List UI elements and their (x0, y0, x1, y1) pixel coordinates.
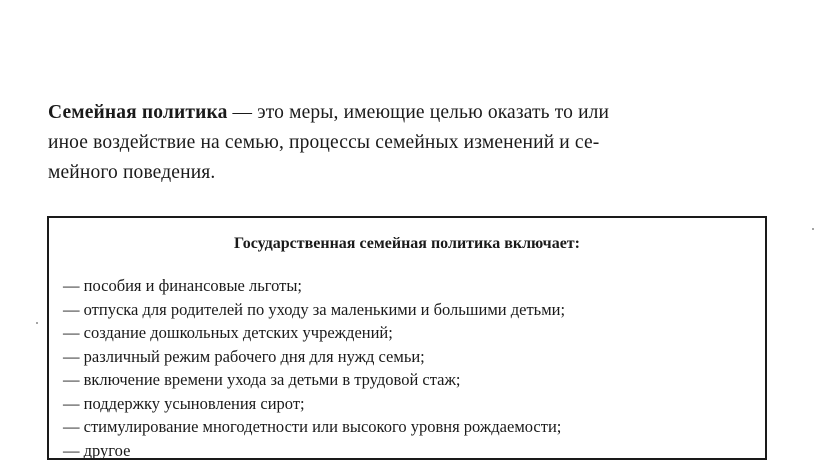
list-item: — создание дошкольных детских учреждений; (63, 323, 393, 342)
definition-line-2: иное воздействие на семью, процессы семейных изменений и се- (48, 132, 600, 153)
policy-box-title: Государственная семейная политика включает: (234, 235, 580, 252)
list-item: — различный режим рабочего дня для нужд семьи; (63, 346, 425, 366)
definition-line-3: мейного поведения. (48, 162, 216, 183)
scan-speck (812, 228, 814, 230)
definition-paragraph (48, 98, 776, 188)
scan-speck (36, 322, 38, 324)
list-item: — пособия и финансовые льготы; (63, 276, 303, 295)
definition-term: Семейная политика (48, 102, 228, 123)
list-item: — включение времени ухода за детьми в трудовой стаж; (63, 370, 461, 389)
list-item: — стимулирование многодетности или высокого уровня рождаемости; (63, 417, 562, 436)
list-item: — поддержку усыновления сирот; (63, 393, 305, 413)
definition-line-1 (48, 98, 776, 128)
policy-list (63, 274, 565, 462)
list-item: — другое (63, 440, 131, 460)
definition-line-1-rest: — это меры, имеющие целью оказать то или (227, 102, 610, 123)
list-item: — отпуска для родителей по уходу за маленькими и большими детьми; (63, 299, 566, 319)
policy-box (47, 216, 767, 460)
